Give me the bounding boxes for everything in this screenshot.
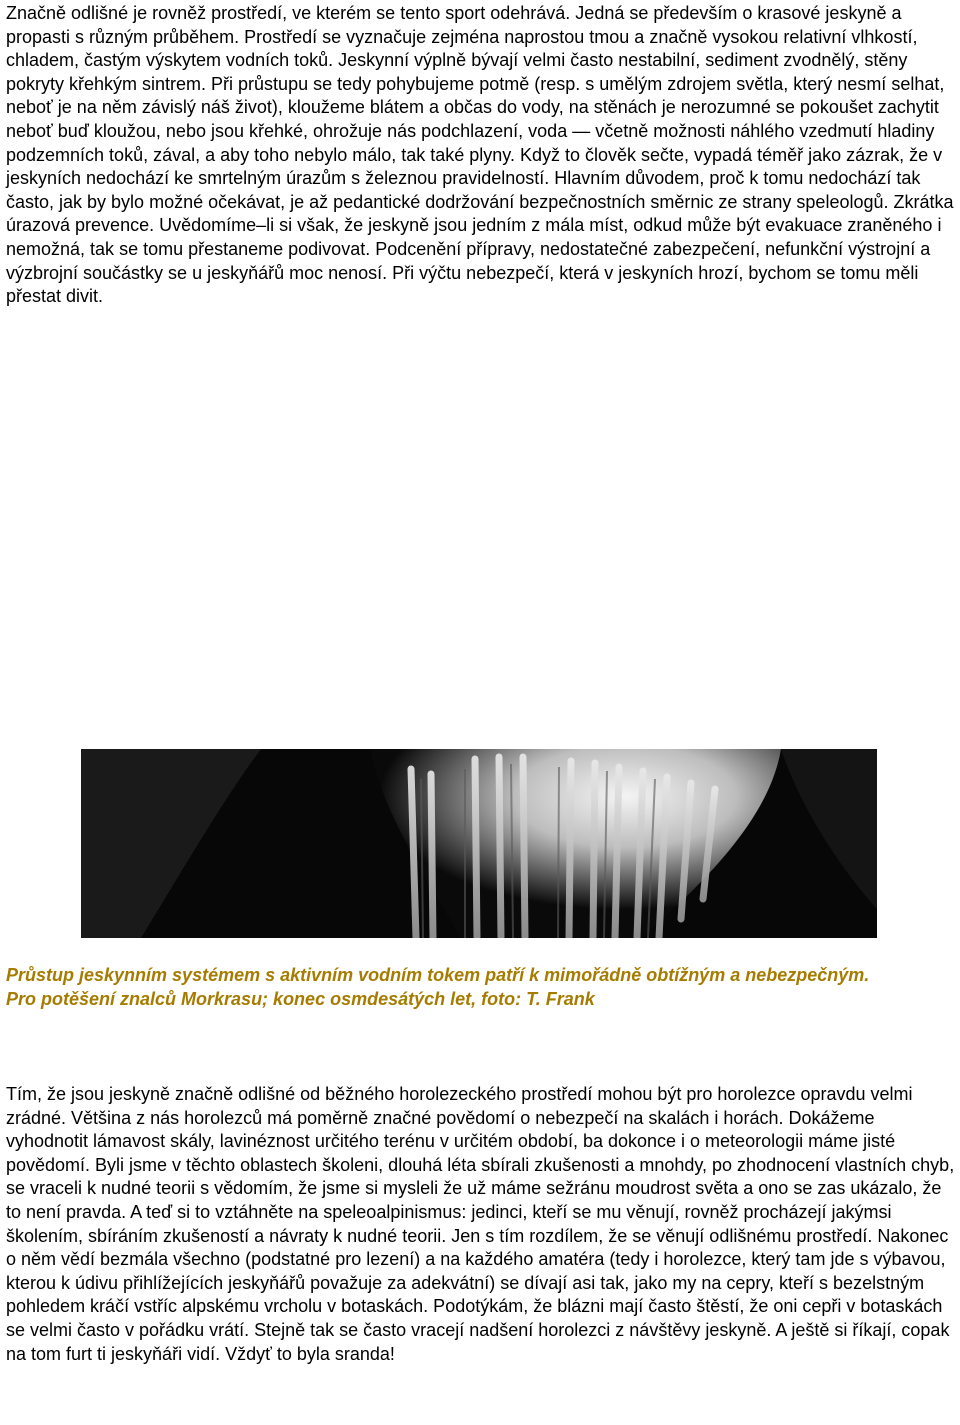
caption-line-1: Průstup jeskynním systémem s aktivním vodním tokem patří k mimořádně obtížným a nebezpečným. — [6, 965, 870, 985]
photo-caption — [6, 963, 956, 1011]
cave-photo-drawing — [81, 749, 877, 938]
caption-line-2: Pro potěšení znalců Morkrasu; konec osmdesátých let, foto: T. Frank — [6, 989, 595, 1009]
paragraph-climbers-in-caves: Tím, že jsou jeskyně značně odlišné od běžného horolezeckého prostředí mohou být pro horolezce opravdu velmi zrádné. Většina z nás horolezců má poměrně značné povědomí o nebezpečí na skalách i horách. Dokážeme vyhodnotit lámavost skály, lavinéznost určitého terénu v určitém období, ba dokonce i o meteorologii máme jisté povědomí. Byli jsme v těchto oblastech školeni, dlouhá léta sbírali zkušenosti a mnohdy, po zhodnocení vlastních chyb, se vraceli k nudné teorii s vědomím, že jsme si mysleli že už máme sežránu moudrost světa a ono se zas ukázalo, že to není pravda. A teď si to vztáhněte na speleoalpinismus: jedinci, kteří se mu věnují, rovněž procházejí jakýmsi školením, sbíráním zkušeností a návraty k nudné teorii. Jen s tím rozdílem, že se věnují odlišnému prostředí. Nakonec o něm vědí bezmála všechno (podstatné pro lezení) a na každého amatéra (tedy i horolezce, který tam jde s výbavou, kterou k údivu přihlížejících jeskyňářů považuje za adekvátní) se dívají asi tak, jako my na cepry, kteří s bezelstným pohledem kráčí vstříc alpskému vrcholu v botaskách. Podotýkám, že blázni mají často štěstí, že oni cepři v botaskách se velmi často v pořádku vrátí. Stejně tak se často vracejí nadšení horolezci z návštěvy jeskyně. A ještě si říkají, copak na tom furt ti jeskyňáři vidí. Vždyť to byla sranda! — [6, 1084, 955, 1364]
cave-photo — [81, 749, 877, 938]
paragraph-cave-environment: Značně odlišné je rovněž prostředí, ve kterém se tento sport odehrává. Jedná se především o krasové jeskyně a propasti s různým průběhem. Prostředí se vyznačuje zejména naprostou tmou a značně vysokou relativní vlhkostí, chladem, častým výskytem vodních toků. Jeskynní výplně bývají velmi často nestabilní, sediment zvodnělý, stěny pokryty křehkým sintrem. Při průstupu se tedy pohybujeme potmě (resp. s umělým zdrojem světla, který nesmí selhat, neboť je na něm závislý náš život), kloužeme blátem a občas do vody, na stěnách je nerozumné se pokoušet zachytit neboť buď kloužou, nebo jsou křehké, ohrožuje nás podchlazení, voda — včetně možnosti náhlého vzedmutí hladiny podzemních toků, zával, a aby toho nebylo málo, tak také plyny. Když to člověk sečte, vypadá téměř jako zázrak, že v jeskyních nedochází ke smrtelným úrazům s železnou pravidelností. Hlavním důvodem, proč k tomu nedochází tak často, jak by bylo možné očekávat, je až pedantické dodržování bezpečnostních směrnic ze strany speleologů. Zkrátka úrazová prevence. Uvědomíme–li si však, že jeskyně jsou jedním z mála míst, odkud může být evakuace zraněného i nemožná, tak se tomu přestaneme podivovat. Podcenění přípravy, nedostatečné zabezpečení, nefunkční výstrojní a výzbrojní součástky se u jeskyňářů moc nenosí. Při výčtu nebezpečí, která v jeskyních hrozí, bychom se tomu měli přestat divit. — [6, 3, 954, 307]
